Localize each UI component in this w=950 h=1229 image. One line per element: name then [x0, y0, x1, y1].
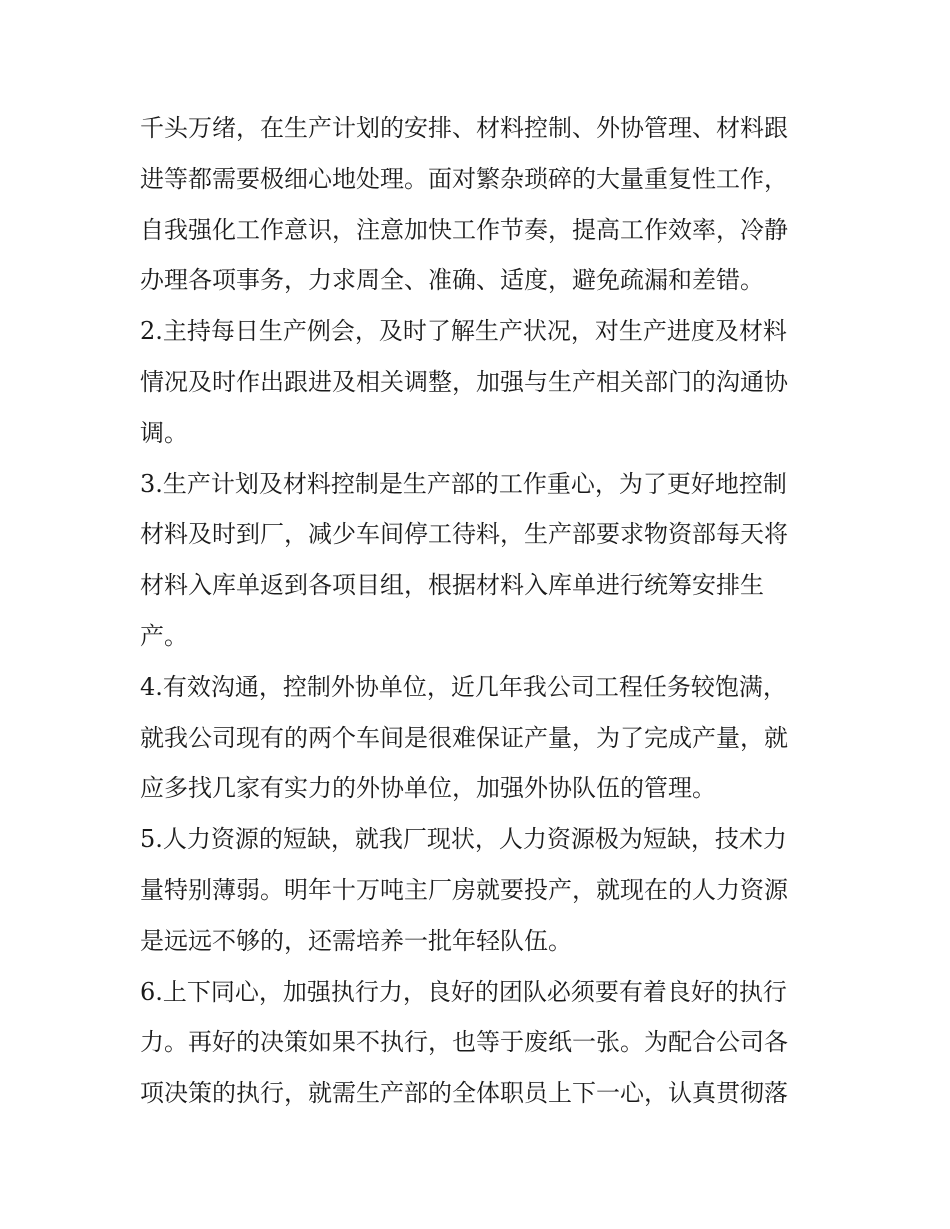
text-line-16: 量特别薄弱。明年十万吨主厂房就要投产，就现在的人力资源	[140, 875, 788, 904]
text-line-2: 进等都需要极细心地处理。面对繁杂琐碎的大量重复性工作，	[140, 164, 788, 193]
text-line-3: 自我强化工作意识，注意加快工作节奏，提高工作效率，冷静	[140, 215, 788, 244]
text-line-13: 就我公司现有的两个车间是很难保证产量，为了完成产量，就	[140, 723, 788, 752]
text-line-6: 情况及时作出跟进及相关调整，加强与生产相关部门的沟通协	[140, 367, 788, 396]
text-line-1: 千头万绪，在生产计划的安排、材料控制、外协管理、材料跟	[140, 114, 788, 142]
text-line-8: 3.生产计划及材料控制是生产部的工作重心，为了更好地控制	[140, 469, 787, 498]
text-line-9: 材料及时到厂，减少车间停工待料，生产部要求物资部每天将	[140, 520, 788, 549]
text-line-17: 是远远不够的，还需培养一批年轻队伍。	[140, 926, 572, 955]
text-line-4: 办理各项事务，力求周全、准确、适度，避免疏漏和差错。	[140, 266, 764, 295]
text-line-19: 力。再好的决策如果不执行，也等于废纸一张。为配合公司各	[140, 1028, 788, 1057]
text-line-20: 项决策的执行，就需生产部的全体职员上下一心，认真贯彻落	[140, 1079, 788, 1108]
text-line-10: 材料入库单返到各项目组，根据材料入库单进行统筹安排生	[140, 571, 764, 600]
text-line-18: 6.上下同心，加强执行力，良好的团队必须要有着良好的执行	[140, 977, 787, 1006]
text-line-12: 4.有效沟通，控制外协单位，近几年我公司工程任务较饱满，	[140, 672, 787, 701]
text-line-5: 2.主持每日生产例会，及时了解生产状况，对生产进度及材料	[140, 317, 787, 346]
text-line-11: 产。	[140, 621, 188, 650]
document-body	[140, 103, 820, 1119]
text-line-7: 调。	[140, 418, 188, 447]
text-line-14: 应多找几家有实力的外协单位，加强外协队伍的管理。	[140, 774, 716, 803]
text-line-15: 5.人力资源的短缺，就我厂现状，人力资源极为短缺，技术力	[140, 825, 787, 854]
